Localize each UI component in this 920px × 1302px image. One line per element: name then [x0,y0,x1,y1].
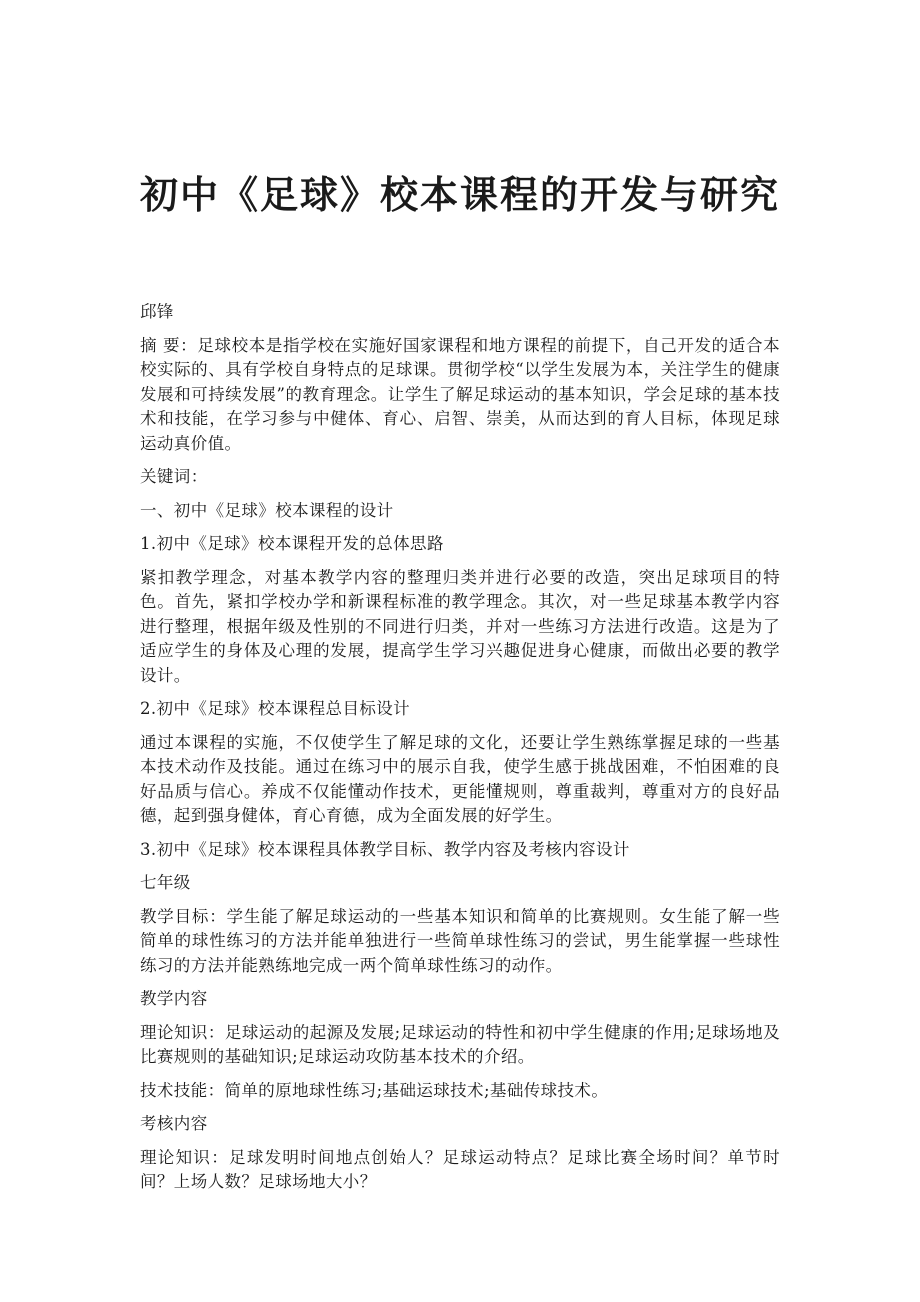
grade-heading: 七年级 [140,873,191,892]
section-heading-1: 一、初中《足球》校本课程的设计 [140,500,394,520]
body-paragraph: 紧扣教学理念，对基本教学内容的整理归类并进行必要的改造，突出足球项目的特色。首先，紧扣学校办学和新课程标准的教学理念。其次，对一些足球基本教学内容进行整理，根据年级及性别的不同进行归类，并对一些练习方法进行改造。这是为了适应学生的身体及心理的发展，提高学生学习兴趣促进身心健康，而做出必要的教学设计。 [140,567,780,685]
body-paragraph: 理论知识：足球运动的起源及发展;足球运动的特性和初中学生健康的作用;足球场地及比赛规则的基础知识;足球运动攻防基本技术的介绍。 [140,1022,780,1066]
body-paragraph: 通过本课程的实施，不仅使学生了解足球的文化，还要让学生熟练掌握足球的一些基本技术动作及技能。通过在练习中的展示自我，使学生感于挑战困难，不怕困难的良好品质与信心。养成不仅能懂动作技术，更能懂规则，尊重裁判，尊重对方的良好品德，起到强身健体，育心育德，成为全面发展的好学生。 [140,732,780,825]
subsection-heading-1-1: 1.初中《足球》校本课程开发的总体思路 [140,534,444,553]
body-paragraph: 技术技能：简单的原地球性练习;基础运球技术;基础传球技术。 [140,1080,609,1100]
author-name: 邱锋 [140,302,174,321]
document-body [140,300,780,1204]
document-title: 初中《足球》校本课程的开发与研究 [139,173,780,217]
abstract-paragraph: 摘 要：足球校本是指学校在实施好国家课程和地方课程的前提下，自己开发的适合本校实际的、具有学校自身特点的足球课。贯彻学校“以学生发展为本，关注学生的健康发展和可持续发展”的教育理念。让学生了解足球运动的基本知识，学会足球的基本技术和技能，在学习参与中健体、育心、启智、崇美，从而达到的育人目标，体现足球运动真价值。 [140,335,780,453]
content-heading: 教学内容 [140,989,208,1008]
subsection-heading-1-3: 3.初中《足球》校本课程具体教学目标、教学内容及考核内容设计 [140,839,630,859]
keywords-label: 关键词： [140,467,208,486]
assessment-heading: 考核内容 [140,1114,208,1133]
body-paragraph: 理论知识：足球发明时间地点创始人？足球运动特点？足球比赛全场时间？单节时间？上场人数？足球场地大小？ [140,1147,780,1191]
body-paragraph: 教学目标：学生能了解足球运动的一些基本知识和简单的比赛规则。女生能了解一些简单的球性练习的方法并能单独进行一些简单球性练习的尝试，男生能掌握一些球性练习的方法并能熟练地完成一两个简单球性练习的动作。 [140,906,780,975]
subsection-heading-1-2: 2.初中《足球》校本课程总目标设计 [140,699,411,718]
